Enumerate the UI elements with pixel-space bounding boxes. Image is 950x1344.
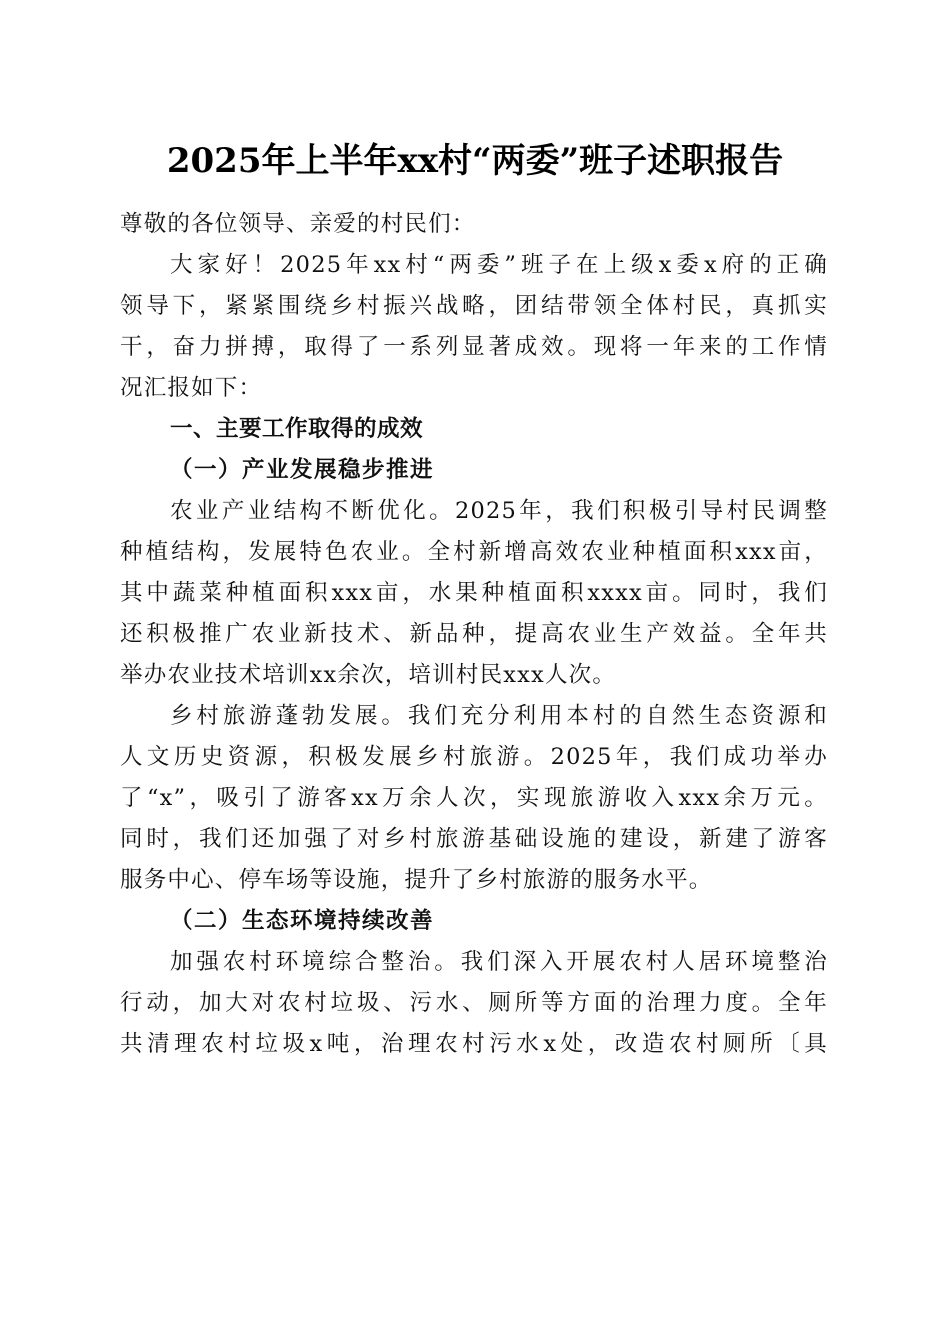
document-body bbox=[120, 204, 828, 1065]
subsection-heading: （一）产业发展稳步推进 bbox=[170, 457, 435, 483]
paragraph-line: 行动，加大对农村垃圾、污水、厕所等方面的治理力度。全年 bbox=[120, 990, 828, 1016]
paragraph-line: 还积极推广农业新技术、新品种，提高农业生产效益。全年共 bbox=[120, 621, 828, 647]
paragraph-line: 大家好！2025年xx村“两委”班子在上级x委x府的正确 bbox=[170, 252, 828, 278]
paragraph-line: 同时，我们还加强了对乡村旅游基础设施的建设，新建了游客 bbox=[120, 826, 828, 852]
paragraph-line: 况汇报如下： bbox=[120, 375, 263, 401]
paragraph-line: 其中蔬菜种植面积xxx亩，水果种植面积xxxx亩。同时，我们 bbox=[120, 580, 828, 606]
paragraph-line: 乡村旅游蓬勃发展。我们充分利用本村的自然生态资源和 bbox=[170, 703, 828, 729]
paragraph-line: 加强农村环境综合整治。我们深入开展农村人居环境整治 bbox=[170, 949, 828, 975]
paragraph-line: 了“x”，吸引了游客xx万余人次，实现旅游收入xxx余万元。 bbox=[120, 785, 828, 811]
paragraph-line: 领导下，紧紧围绕乡村振兴战略，团结带领全体村民，真抓实 bbox=[120, 293, 828, 319]
paragraph-line: 举办农业技术培训xx余次，培训村民xxx人次。 bbox=[120, 662, 617, 688]
salutation-line: 尊敬的各位领导、亲爱的村民们： bbox=[120, 211, 476, 237]
document-title: 2025年上半年xx村“两委”班子述职报告 bbox=[166, 141, 784, 181]
paragraph-line: 农业产业结构不断优化。2025年，我们积极引导村民调整 bbox=[170, 498, 828, 524]
paragraph-line: 干，奋力拼搏，取得了一系列显著成效。现将一年来的工作情 bbox=[120, 334, 828, 360]
paragraph-line: 种植结构，发展特色农业。全村新增高效农业种植面积xxx亩， bbox=[120, 539, 828, 565]
section-heading: 一、主要工作取得的成效 bbox=[170, 416, 424, 442]
subsection-heading: （二）生态环境持续改善 bbox=[170, 908, 435, 934]
paragraph-line: 服务中心、停车场等设施，提升了乡村旅游的服务水平。 bbox=[120, 867, 713, 893]
paragraph-line: 人文历史资源，积极发展乡村旅游。2025年，我们成功举办 bbox=[120, 744, 828, 770]
paragraph-line: 共清理农村垃圾x吨，治理农村污水x处，改造农村厕所〔具 bbox=[120, 1031, 828, 1057]
